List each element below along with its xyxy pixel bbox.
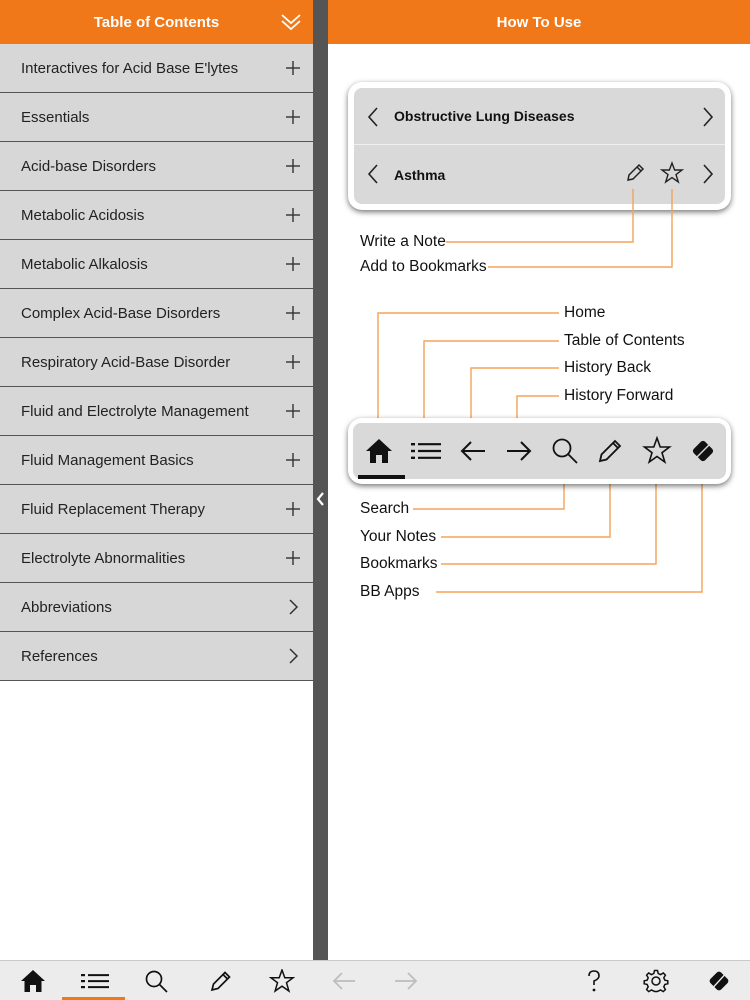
add-bookmarks-label: Add to Bookmarks — [360, 258, 487, 275]
section-title: Obstructive Lung Diseases — [394, 108, 575, 124]
pencil-icon[interactable] — [596, 437, 624, 465]
toc-item-label: References — [21, 647, 98, 665]
list-icon[interactable] — [80, 969, 110, 993]
how-to-use-pane — [328, 0, 750, 960]
topic-nav-row — [354, 146, 725, 203]
how-to-use-header — [328, 0, 750, 44]
plus-icon[interactable] — [285, 550, 301, 566]
write-note-label: Write a Note — [360, 233, 446, 250]
toc-item[interactable] — [0, 436, 313, 485]
search-label: Search — [360, 500, 410, 517]
arrow-right-icon[interactable] — [505, 439, 533, 463]
table-of-contents-pane — [0, 0, 313, 960]
toc-item[interactable] — [0, 44, 313, 93]
toc-item-label: Electrolyte Abnormalities — [21, 549, 186, 567]
toc-item[interactable] — [0, 583, 313, 632]
toc-item-label: Complex Acid-Base Disorders — [21, 304, 221, 322]
pencil-icon[interactable] — [624, 162, 646, 184]
gear-icon[interactable] — [643, 969, 669, 993]
history-forward-label: History Forward — [564, 387, 674, 404]
your-notes-label: Your Notes — [360, 528, 437, 545]
toolbar-demo-inner — [353, 423, 726, 479]
split-divider[interactable] — [313, 0, 328, 960]
toc-item-label: Respiratory Acid-Base Disorder — [21, 353, 231, 371]
toc-item-label: Fluid and Electrolyte Management — [21, 402, 249, 420]
chevron-right-icon[interactable] — [285, 648, 301, 664]
bb-apps-icon[interactable] — [706, 969, 732, 993]
toc-item-label: Fluid Replacement Therapy — [21, 500, 205, 518]
plus-icon[interactable] — [285, 403, 301, 419]
plus-icon[interactable] — [285, 109, 301, 125]
arrow-right-icon[interactable] — [393, 969, 419, 993]
chevron-right-icon[interactable] — [285, 599, 301, 615]
plus-icon[interactable] — [285, 354, 301, 370]
star-icon[interactable] — [269, 969, 295, 993]
arrow-left-icon[interactable] — [459, 439, 487, 463]
chevron-right-icon[interactable] — [702, 163, 714, 185]
plus-icon[interactable] — [285, 501, 301, 517]
bookmarks-label: Bookmarks — [360, 555, 438, 572]
how-to-use-title: How To Use — [496, 13, 582, 31]
toc-item-label: Fluid Management Basics — [21, 451, 194, 469]
navigation-demo-inner — [354, 88, 725, 204]
toc-item[interactable] — [0, 338, 313, 387]
toolbar-demo-card — [348, 418, 731, 484]
collapse-chevrons-icon[interactable] — [279, 10, 303, 34]
star-icon[interactable] — [642, 436, 672, 466]
search-icon[interactable] — [551, 437, 579, 465]
toc-item[interactable] — [0, 387, 313, 436]
toc-item-label: Metabolic Acidosis — [21, 206, 145, 224]
collapse-left-chevron-icon[interactable] — [315, 491, 326, 507]
bb-apps-label: BB Apps — [360, 583, 420, 600]
toc-item[interactable] — [0, 485, 313, 534]
toc-item[interactable] — [0, 191, 313, 240]
toc-item[interactable] — [0, 632, 313, 681]
help-icon[interactable] — [581, 969, 607, 993]
home-icon[interactable] — [365, 437, 393, 465]
navigation-demo-card — [348, 82, 731, 210]
toc-item-label: Essentials — [21, 108, 90, 126]
toc-item-label: Acid-base Disorders — [21, 157, 157, 175]
plus-icon[interactable] — [285, 452, 301, 468]
history-back-label: History Back — [564, 359, 651, 376]
home-active-underline — [358, 475, 405, 479]
topic-title: Asthma — [394, 166, 446, 183]
chevron-left-icon[interactable] — [367, 163, 379, 185]
plus-icon[interactable] — [285, 256, 301, 272]
toc-item-label: Abbreviations — [21, 598, 112, 616]
section-nav-row — [354, 88, 725, 145]
toc-list — [0, 44, 313, 681]
toc-item[interactable] — [0, 142, 313, 191]
plus-icon[interactable] — [285, 207, 301, 223]
plus-icon[interactable] — [285, 158, 301, 174]
pencil-icon[interactable] — [208, 969, 234, 993]
home-icon[interactable] — [20, 969, 46, 993]
chevron-right-icon[interactable] — [702, 106, 714, 128]
bb-apps-icon[interactable] — [689, 437, 717, 465]
toc-item[interactable] — [0, 534, 313, 583]
plus-icon[interactable] — [285, 305, 301, 321]
star-icon[interactable] — [660, 161, 684, 185]
search-icon[interactable] — [144, 969, 170, 993]
plus-icon[interactable] — [285, 60, 301, 76]
toc-item[interactable] — [0, 240, 313, 289]
toc-item[interactable] — [0, 93, 313, 142]
toc-item-label: Interactives for Acid Base E'lytes — [21, 59, 239, 77]
bottom-toolbar — [0, 960, 750, 1000]
chevron-left-icon[interactable] — [367, 106, 379, 128]
toc-item-label: Metabolic Alkalosis — [21, 255, 148, 273]
toc-header — [0, 0, 313, 44]
toc-header-title: Table of Contents — [93, 13, 220, 31]
list-icon[interactable] — [410, 439, 442, 463]
arrow-left-icon[interactable] — [331, 969, 357, 993]
home-label: Home — [564, 304, 606, 321]
toc-label: Table of Contents — [564, 332, 685, 349]
toc-item[interactable] — [0, 289, 313, 338]
